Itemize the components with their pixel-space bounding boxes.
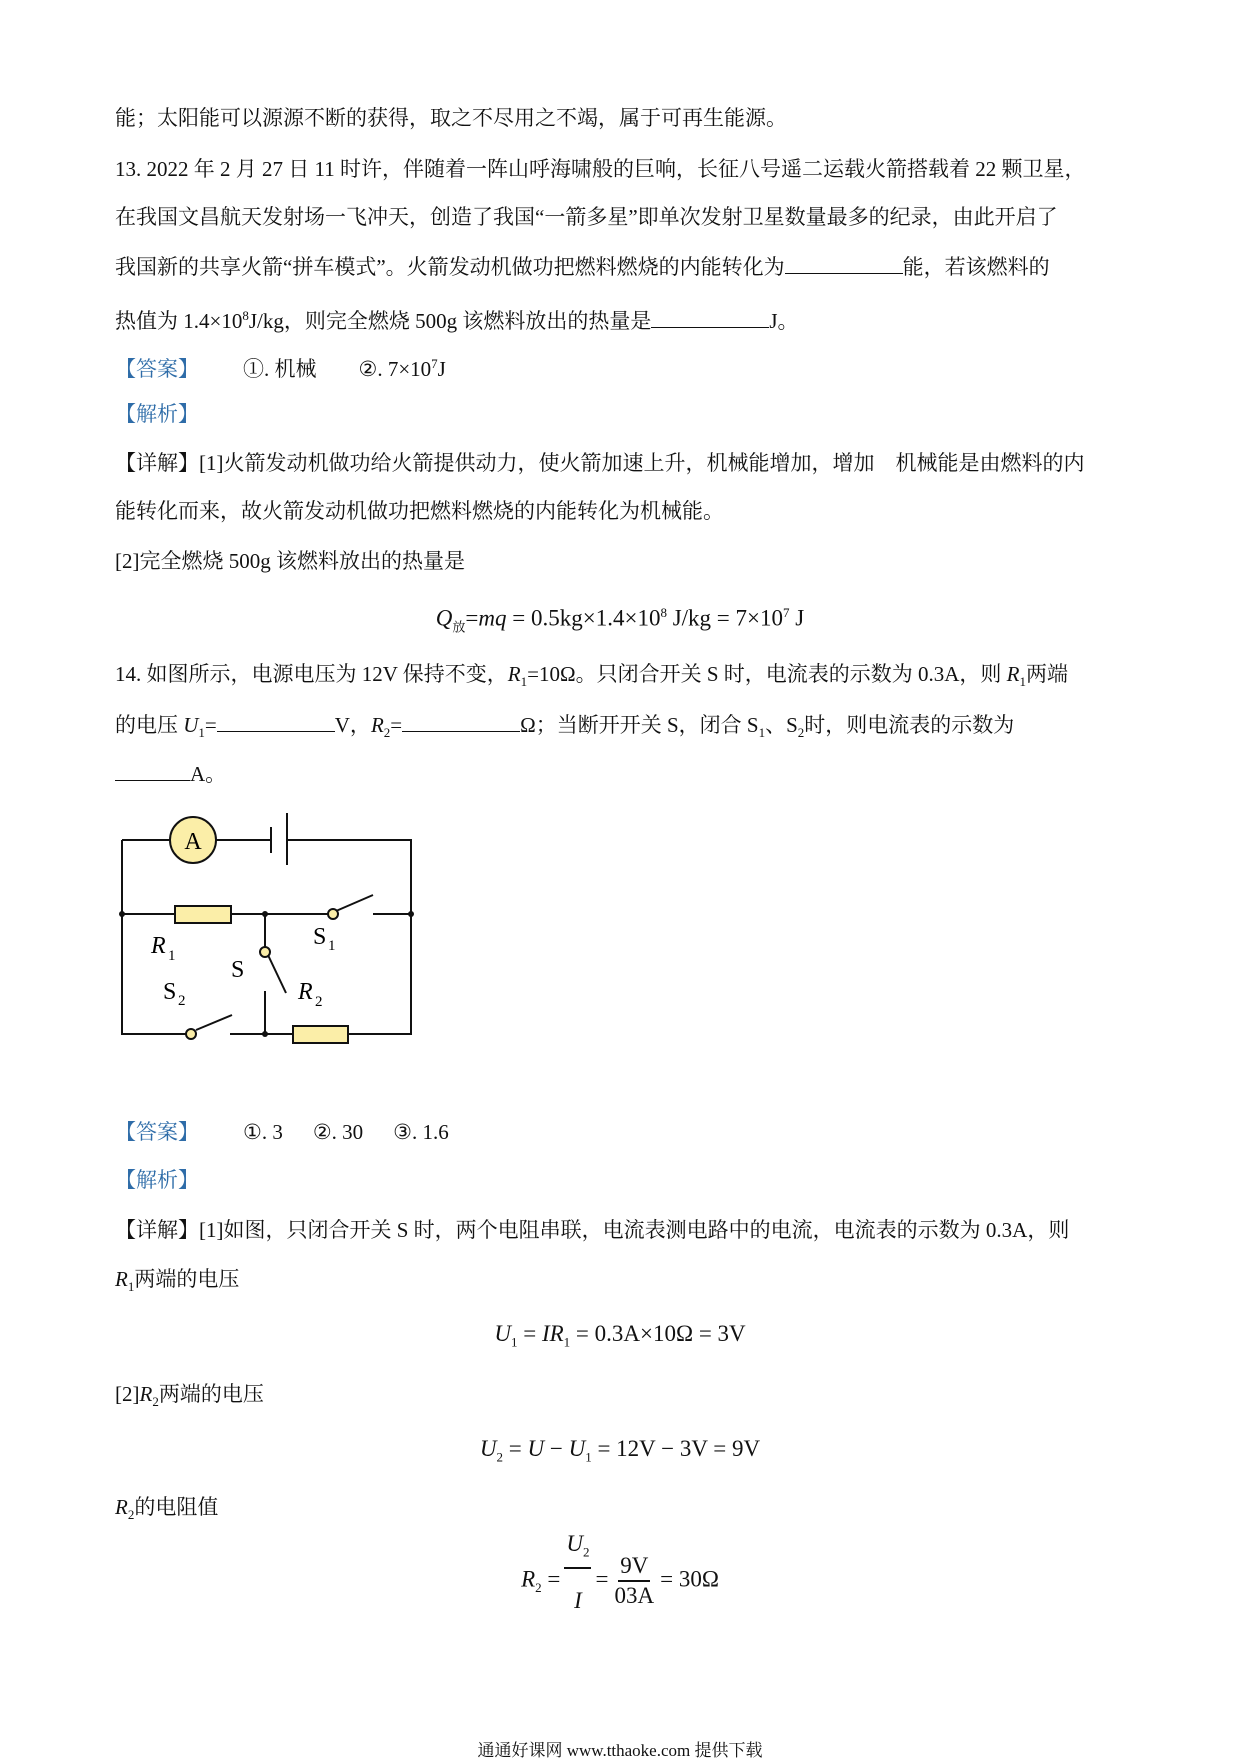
s2-label: S	[163, 979, 177, 1005]
answer-line	[115, 351, 446, 382]
question-14-line: 的电压 $U_1= V$，$R_2= \Omega$；当断开开关 S，闭合 $S_1$、$S_2$时，则电流表的示数为	[115, 713, 1015, 741]
answer-2: ②. 30	[312, 1120, 364, 1144]
analysis-tag: 【解析】	[115, 1168, 199, 1192]
analysis-tag: 【解析】	[115, 402, 199, 426]
formula-heat: $Q_放=mq = 0.5kg\times 1.4\times 10^8$ $J/kg = 7\times 10^7$ J	[435, 605, 805, 635]
text: J/kg，则完全燃烧 500g 该燃料放出的热量是	[248, 309, 652, 333]
s1-label: S	[313, 924, 327, 950]
footer: 通通好课网 www.tthaoke.com 提供下载	[477, 1741, 763, 1760]
svg-text:1: 1	[328, 938, 336, 954]
answer-blank	[402, 711, 520, 732]
text: 我国新的共享火箭“拼车模式”。火箭发动机做功把燃料燃烧的内能转化为	[115, 255, 785, 279]
svg-text:1: 1	[168, 948, 176, 964]
answer-1: ①. 3	[243, 1120, 283, 1144]
answer-blank	[115, 760, 190, 781]
answer-tag: 【答案】	[115, 357, 199, 381]
superscript: 8	[242, 308, 249, 323]
paragraph: 能；太阳能可以源源不断的获得，取之不尽用之不竭，属于可再生能源。	[115, 106, 787, 130]
s-label: S	[231, 957, 245, 983]
r1-label: R	[151, 933, 166, 959]
svg-text:2: 2	[178, 993, 186, 1009]
text: 热值为 1.4×10	[115, 309, 243, 333]
answer-blank	[651, 307, 769, 328]
formula-r2: $R_2$ = $\frac{U_2}{I}$ = $\frac{9V}{03A}$ = 30Ω	[521, 1531, 719, 1613]
answer-tag: 【答案】	[115, 1120, 199, 1144]
question-13-line: 13. 2022 年 2 月 27 日 11 时许，伴随着一阵山呼海啸般的巨响，长征八号遥二运载火箭搭载着 22 颗卫星，	[115, 157, 1086, 181]
answer-1: ①. 机械	[243, 357, 317, 381]
question-13-line	[115, 303, 799, 334]
answer-blank	[785, 253, 903, 274]
question-13-line	[115, 253, 1050, 280]
resistor-r1	[175, 906, 231, 923]
formula-u1: $U_1 = IR_1 = 0.3A\times 10\Omega = 3V$	[494, 1321, 746, 1350]
question-14-line: A。	[115, 760, 226, 787]
detail-line: $R_1$两端的电压	[115, 1267, 240, 1295]
r2-label: R	[298, 979, 313, 1005]
answer-blank	[217, 711, 335, 732]
question-13-line: 在我国文昌航天发射场一飞冲天，创造了我国“一箭多星”即单次发射卫星数量最多的纪录，由此开启了	[115, 205, 1058, 229]
detail-tag: 【详解】	[115, 451, 199, 475]
answer-2: ②. $7\times 10^7J$	[358, 356, 446, 381]
detail-line: 【详解】[1]如图，只闭合开关 S 时，两个电阻串联，电流表测电路中的电流，电流表的示数为 0.3A，则	[115, 1218, 1070, 1242]
detail-line: 能转化而来，故火箭发动机做功把燃料燃烧的内能转化为机械能。	[115, 499, 724, 523]
detail-line: [2]完全燃烧 500g 该燃料放出的热量是	[115, 549, 465, 573]
text: 能，若该燃料的	[902, 255, 1050, 279]
answer-line	[115, 1119, 449, 1145]
detail-line	[115, 450, 1084, 476]
circuit-diagram	[118, 805, 428, 1050]
ammeter-label: A	[184, 829, 202, 855]
text: J。	[769, 309, 799, 333]
svg-text:2: 2	[315, 994, 323, 1010]
resistor-r2	[293, 1026, 348, 1043]
text: [1]火箭发动机做功给火箭提供动力，使火箭加速上升，机械能增加，增加 机械能是由燃料的内	[199, 451, 1085, 475]
question-14-line: 14. 如图所示，电源电压为 12V 保持不变，$R_1=10\Omega$。只闭合开关 S 时，电流表的示数为 0.3A，则 $R_1$两端	[115, 662, 1068, 690]
detail-line: $R_2$的电阻值	[115, 1495, 219, 1523]
formula-u2: $U_2 = U - U_1 = 12V - 3V = 9V$	[479, 1436, 761, 1465]
detail-line: $[2]R_2$两端的电压	[115, 1382, 264, 1410]
answer-3: ③. 1.6	[393, 1120, 449, 1144]
